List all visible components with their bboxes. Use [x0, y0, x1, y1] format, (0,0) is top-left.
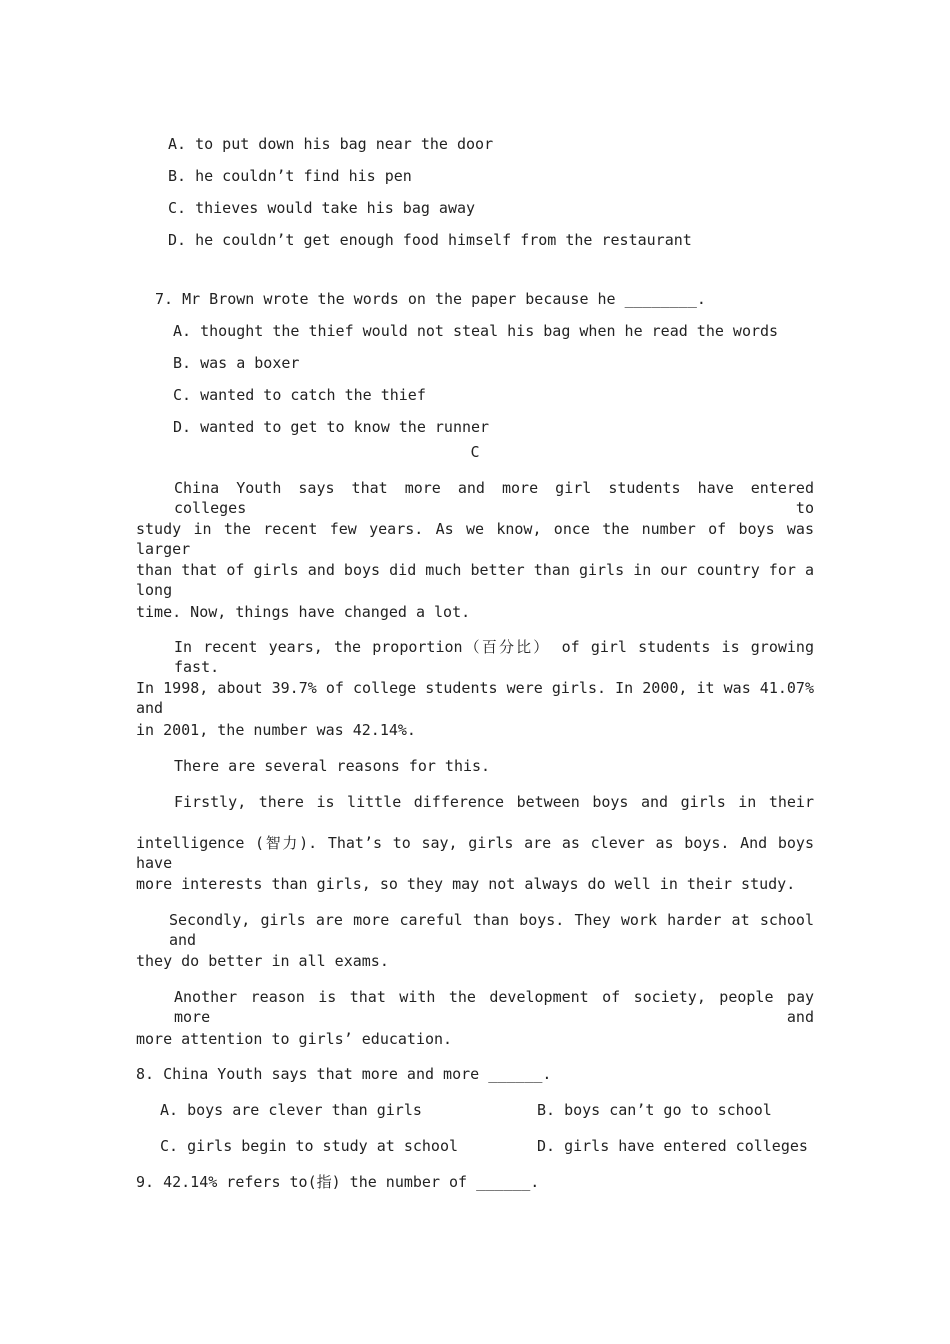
passage-line: Firstly, there is little difference between boys and girls in their: [174, 793, 814, 811]
passage-line: study in the recent few years. As we know, once the number of boys was larger: [136, 520, 814, 558]
q8-option-b: B. boys can’t go to school: [537, 1101, 772, 1119]
q7-option-b: B. was a boxer: [173, 354, 300, 372]
passage-line: time. Now, things have changed a lot.: [136, 603, 471, 621]
q8-option-d: D. girls have entered colleges: [537, 1137, 808, 1155]
q7-stem: 7. Mr Brown wrote the words on the paper because he ________.: [155, 290, 706, 308]
q6-option-d: D. he couldn’t get enough food himself from the restaurant: [168, 231, 692, 249]
q8-option-a: A. boys are clever than girls: [160, 1101, 422, 1119]
passage-line: In 1998, about 39.7% of college students were girls. In 2000, it was 41.07% and: [136, 679, 814, 717]
q8-option-c: C. girls begin to study at school: [160, 1137, 459, 1155]
passage-line: than that of girls and boys did much better than girls in our country for a long: [136, 561, 814, 599]
q8-stem: 8. China Youth says that more and more ______.: [136, 1065, 552, 1083]
section-heading: C: [470, 443, 480, 461]
q6-option-a: A. to put down his bag near the door: [168, 135, 494, 153]
q7-option-d: D. wanted to get to know the runner: [173, 418, 490, 436]
passage-line: Secondly, girls are more careful than boys. They work harder at school and: [169, 911, 814, 949]
passage-line: more interests than girls, so they may not always do well in their study.: [136, 875, 796, 893]
q6-option-b: B. he couldn’t find his pen: [168, 167, 412, 185]
q7-option-c: C. wanted to catch the thief: [173, 386, 426, 404]
q7-option-a: A. thought the thief would not steal his bag when he read the words: [173, 322, 779, 340]
q6-option-c: C. thieves would take his bag away: [168, 199, 476, 217]
passage-line: China Youth says that more and more girl students have entered colleges to: [174, 479, 814, 517]
passage-line: in 2001, the number was 42.14%.: [136, 721, 416, 739]
passage-line: There are several reasons for this.: [174, 757, 491, 775]
passage-line: Another reason is that with the development of society, people pay more and: [174, 988, 814, 1026]
passage-line: more attention to girls’ education.: [136, 1030, 453, 1048]
passage-line: intelligence (智力). That’s to say, girls are as clever as boys. And boys have: [136, 834, 814, 872]
q9-stem: 9. 42.14% refers to(指) the number of ______.: [136, 1173, 540, 1191]
passage-line: In recent years, the proportion（百分比） of girl students is growing fast.: [174, 638, 814, 676]
passage-line: they do better in all exams.: [136, 952, 389, 970]
